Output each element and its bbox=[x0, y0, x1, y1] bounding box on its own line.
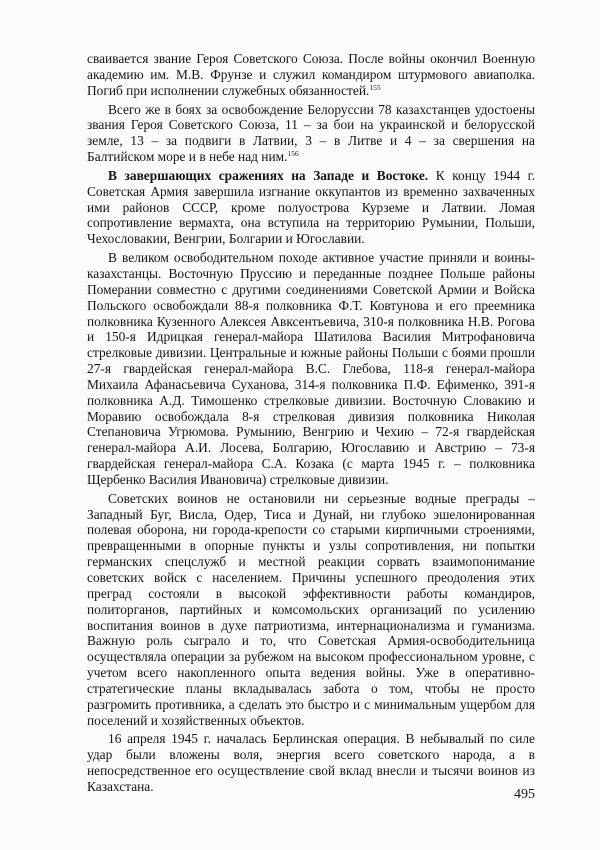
paragraph-2-text: Всего же в боях за освобождение Белоруссии 78 казахстанцев удостоены звания Героя Советского Союза, 11 – за бои на украинской и белорусской земле, 13 – за подвиги в Латвии, 3 – в Литве и 4 – за свершения на Балтийском море и в небе над ним. bbox=[87, 101, 535, 165]
paragraph-3-text: К концу 1944 г. Советская Армия завершила изгнание оккупантов из временно захваченных ими районов СССР, кроме полуострова Курземе и Латвии. Ломая сопротивление вермахта, она вступила на территорию Румынии, Польши, Чехословакии, Венгрии, Болгарии и Югославии. bbox=[87, 167, 535, 247]
paragraph-4-text: В великом освободительном походе активное участие приняли и воины-казахстанцы. Восточную Пруссию и переданные позднее Польше районы Померании совместно с другими соединениями Советской Армии и Войска Польского освобождали 88-я полковника Ф.Т. Ковтунова и его преемника полковника Кузенного Алексея Авксентьевича, 310-я полковника Н.В. Рогова и 150-я Идрицкая генерал-майора Шатилова Василия Митрофановича стрелковые дивизии. Центральные и южные районы Польши с боями прошли 27-я гвардейская генерал-майора В.С. Глебова, 118-я генерал-майора Михаила Афанасьевича Суханова, 314-я полковника П.Ф. Ефименко, 391-я полковника А.Д. Тимошенко стрелковые дивизии. Восточную Словакию и Моравию освобождала 8-я стрелковая дивизия полковника Николая Степановича Угрюмова. Румынию, Венгрию и Чехию – 72-я гвардейская генерал-майора А.И. Лосева, Болгарию, Югославию и Австрию – 73-я гвардейская генерал-майора С.А. Козака (с марта 1945 г. – полковника Щербенко Василия Ивановича) стрелковые дивизии. bbox=[87, 250, 535, 487]
footnote-marker-156: 156 bbox=[287, 149, 299, 159]
paragraph-6 bbox=[87, 731, 535, 794]
paragraph-5 bbox=[87, 491, 535, 729]
section-heading: В завершающих сражениях на Западе и Востоке. bbox=[108, 167, 429, 183]
paragraph-5-text: Советских воинов не остановили ни серьезные водные преграды – Западный Буг, Висла, Одер, Тиса и Дунай, ни глубоко эшелонированная полевая оборона, ни города-крепости со старыми кирпичными строениями, превращенными в опорные пункты и узлы сопротивления, ни попытки германских спецслужб и местной реакции сорвать взаимопонимание советских войск с населением. Причины успешного преодоления этих преград состояли в высокой эффективности работы командиров, политорганов, партийных и комсомольских организаций по усилению воспитания воинов в духе патриотизма, интернационализма и гуманизма. Важную роль сыграло и то, что Советская Армия-освободительница осуществляла операции за рубежом на высоком профессиональном уровне, с учетом всего накопленного опыта ведения войны. Уже в оперативно-стратегические планы вкладывалась забота о том, чтобы не просто разгромить противника, а сделать это быстро и с минимальным ущербом для поселений и хозяйственных объектов. bbox=[87, 490, 535, 728]
paragraph-1 bbox=[87, 51, 535, 99]
paragraph-4 bbox=[87, 250, 535, 488]
page-number: 495 bbox=[514, 787, 535, 802]
paragraph-6-text: 16 апреля 1945 г. началась Берлинская операция. В небывалый по силе удар были вложены воля, энергия всего советского народа, а в непосредственное его осуществление свой вклад внесли и тысячи воинов из Казахстана. bbox=[87, 731, 535, 794]
body-text bbox=[87, 51, 535, 798]
footnote-marker-155: 155 bbox=[369, 82, 381, 92]
paragraph-3 bbox=[87, 168, 535, 247]
paragraph-2 bbox=[87, 102, 535, 165]
paragraph-1-text: сваивается звание Героя Советского Союза. После войны окончил Военную академию им. М.В. Фрунзе и служил командиром штурмового авиаполка. Погиб при исполнении служебных обязанностей. bbox=[87, 51, 535, 98]
